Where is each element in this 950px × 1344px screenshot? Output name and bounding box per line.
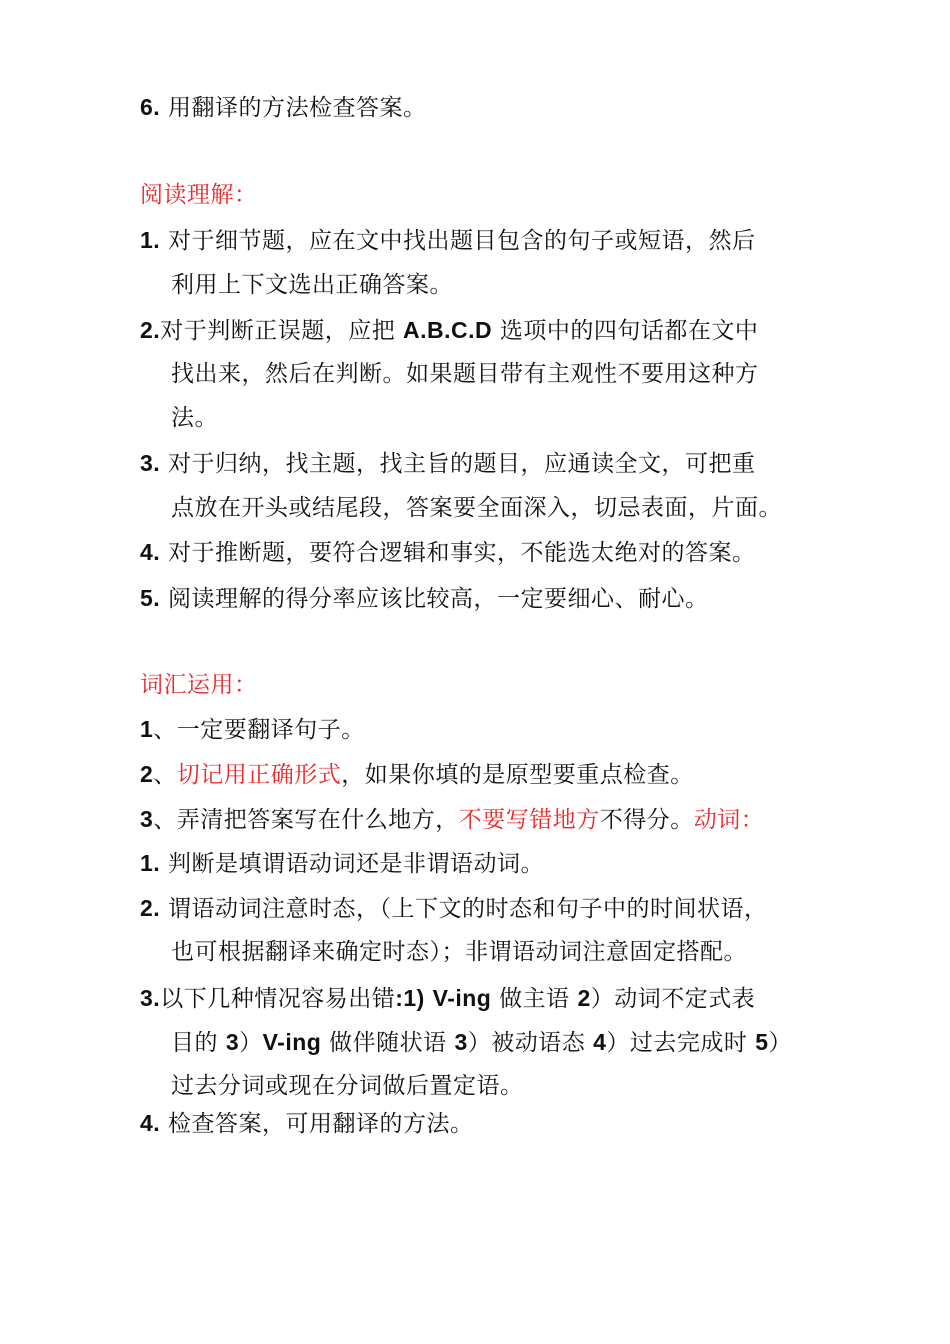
verb-item-2-cont: 也可根据翻译来确定时态）；非谓语动词注意固定搭配。 (171, 939, 747, 965)
reading-item-2: 2.对于判断正误题，应把 A.B.C.D 选项中的四句话都在文中 (140, 317, 759, 344)
reading-item-4: 4. 对于推断题，要符合逻辑和事实，不能选太绝对的答案。 (140, 539, 756, 566)
reading-item-2-cont: 找出来，然后在判断。如果题目带有主观性不要用这种方 (171, 361, 759, 387)
verb-item-4: 4. 检查答案，可用翻译的方法。 (140, 1110, 474, 1137)
vocab-heading: 词汇运用： (140, 672, 258, 698)
verb-item-3: 3.以下几种情况容易出错:1) V-ing 做主语 2）动词不定式表 (140, 985, 756, 1012)
verb-item-3-cont: 目的 3）V-ing 做伴随状语 3）被动语态 4）过去完成时 5） (171, 1029, 792, 1056)
reading-item-2-cont2: 法。 (171, 405, 218, 431)
verb-item-3-cont2: 过去分词或现在分词做后置定语。 (171, 1073, 524, 1099)
verb-item-1: 1. 判断是填谓语动词还是非谓语动词。 (140, 850, 544, 877)
reading-item-3: 3. 对于归纳，找主题，找主旨的题目，应通读全文，可把重 (140, 450, 756, 477)
reading-item-1: 1. 对于细节题，应在文中找出题目包含的句子或短语，然后 (140, 227, 756, 254)
verb-item-2: 2. 谓语动词注意时态，（上下文的时态和句子中的时间状语， (140, 895, 768, 922)
reading-item-1-cont: 利用上下文选出正确答案。 (171, 272, 453, 298)
verbs-heading: 动词： (693, 807, 765, 833)
item-6: 6. 用翻译的方法检查答案。 (140, 94, 427, 121)
reading-item-3-cont: 点放在开头或结尾段，答案要全面深入，切忌表面，片面。 (171, 495, 782, 521)
vocab-item-2: 2、切记用正确形式，如果你填的是原型要重点检查。 (140, 761, 694, 788)
reading-item-5: 5. 阅读理解的得分率应该比较高，一定要细心、耐心。 (140, 585, 709, 612)
vocab-item-1: 1、一定要翻译句子。 (140, 716, 365, 743)
reading-heading: 阅读理解： (140, 182, 258, 208)
vocab-item-3: 3、弄清把答案写在什么地方，不要写错地方不得分。动词： (140, 806, 765, 833)
